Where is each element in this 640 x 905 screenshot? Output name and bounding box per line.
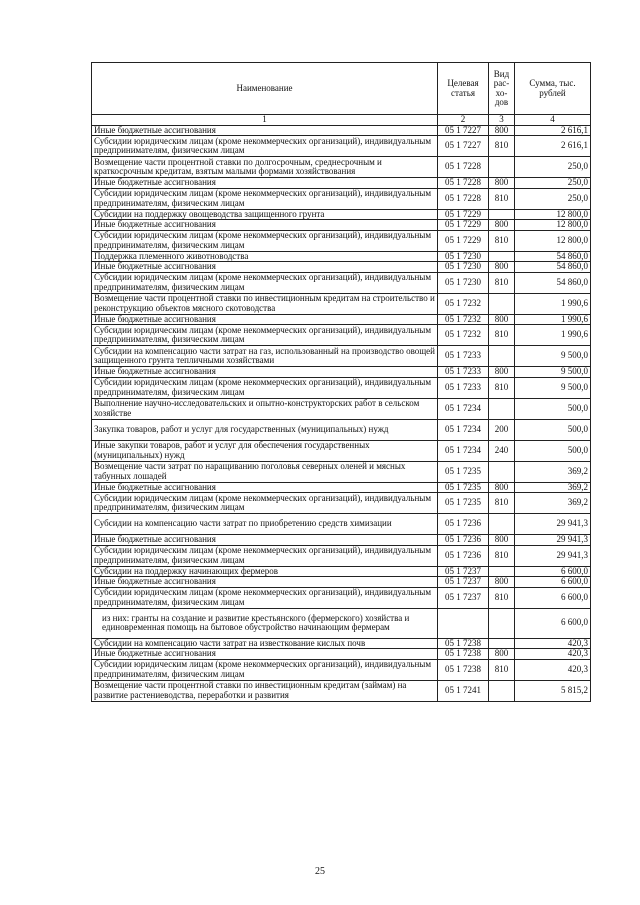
row-stat-cell: 05 1 7230 <box>438 262 489 273</box>
row-name-cell: Субсидии юридическим лицам (кроме некоммерческих организаций), индивидуальным предпринимателям, физическим лицам <box>92 545 438 566</box>
table-row <box>92 545 591 566</box>
column-number-row <box>92 115 591 126</box>
row-name-cell: Возмещение части процентной ставки по инвестиционным кредитам на строительство и реконструкцию объектов мясного скотоводства <box>92 293 438 314</box>
table-row <box>92 220 591 231</box>
row-sum-cell: 369,2 <box>515 461 591 482</box>
budget-table <box>91 62 591 702</box>
table-row <box>92 535 591 546</box>
row-sum-cell: 500,0 <box>515 398 591 419</box>
row-stat-cell: 05 1 7237 <box>438 566 489 577</box>
row-name-cell: Субсидии юридическим лицам (кроме некоммерческих организаций), индивидуальным предпринимателям, физическим лицам <box>92 587 438 608</box>
table-row <box>92 314 591 325</box>
row-stat-cell: 05 1 7232 <box>438 293 489 314</box>
table-row <box>92 680 591 701</box>
row-stat-cell: 05 1 7228 <box>438 178 489 189</box>
column-number: 3 <box>489 115 515 126</box>
row-sum-cell: 1 990,6 <box>515 293 591 314</box>
row-name-cell: Иные бюджетные ассигнования <box>92 535 438 546</box>
row-sum-cell: 6 600,0 <box>515 587 591 608</box>
row-stat-cell: 05 1 7236 <box>438 514 489 535</box>
row-sum-cell: 2 616,1 <box>515 125 591 136</box>
row-vid-cell: 200 <box>489 419 515 440</box>
row-sum-cell: 250,0 <box>515 157 591 178</box>
row-vid-cell <box>489 157 515 178</box>
table-row <box>92 262 591 273</box>
table-row <box>92 209 591 220</box>
table-row <box>92 649 591 660</box>
row-stat-cell: 05 1 7232 <box>438 314 489 325</box>
table-row <box>92 440 591 461</box>
row-name-cell: Субсидии юридическим лицам (кроме некоммерческих организаций), индивидуальным предпринимателям, физическим лицам <box>92 377 438 398</box>
table-row <box>92 230 591 251</box>
row-vid-cell <box>489 293 515 314</box>
row-name-cell: Иные бюджетные ассигнования <box>92 577 438 588</box>
table-row <box>92 514 591 535</box>
row-vid-cell: 800 <box>489 178 515 189</box>
row-vid-cell: 800 <box>489 482 515 493</box>
row-stat-cell <box>438 608 489 638</box>
table-row <box>92 325 591 346</box>
row-name-cell: Субсидии на поддержку начинающих фермеров <box>92 566 438 577</box>
row-sum-cell: 500,0 <box>515 419 591 440</box>
row-vid-cell <box>489 346 515 367</box>
row-stat-cell: 05 1 7234 <box>438 440 489 461</box>
row-stat-cell: 05 1 7233 <box>438 367 489 378</box>
row-stat-cell: 05 1 7227 <box>438 136 489 157</box>
header-stat: Целевая статья <box>438 63 489 115</box>
row-vid-cell: 810 <box>489 136 515 157</box>
row-sum-cell: 29 941,3 <box>515 535 591 546</box>
table-row <box>92 293 591 314</box>
row-name-cell: Субсидии юридическим лицам (кроме некоммерческих организаций), индивидуальным предпринимателям, физическим лицам <box>92 230 438 251</box>
row-stat-cell: 05 1 7237 <box>438 577 489 588</box>
row-name-cell: Возмещение части процентной ставки по долгосрочным, среднесрочным и краткосрочным кредитам, взятым малыми формами хозяйствования <box>92 157 438 178</box>
row-sum-cell: 250,0 <box>515 188 591 209</box>
row-stat-cell: 05 1 7230 <box>438 251 489 262</box>
table-row <box>92 461 591 482</box>
row-stat-cell: 05 1 7229 <box>438 209 489 220</box>
table-row <box>92 157 591 178</box>
row-sum-cell: 369,2 <box>515 482 591 493</box>
row-name-cell: Субсидии юридическим лицам (кроме некоммерческих организаций), индивидуальным предпринимателям, физическим лицам <box>92 188 438 209</box>
table-row <box>92 659 591 680</box>
row-vid-cell <box>489 680 515 701</box>
row-vid-cell <box>489 566 515 577</box>
table-row <box>92 367 591 378</box>
row-vid-cell: 800 <box>489 577 515 588</box>
table-row <box>92 125 591 136</box>
row-stat-cell: 05 1 7237 <box>438 587 489 608</box>
table-row <box>92 482 591 493</box>
column-number: 1 <box>92 115 438 126</box>
row-stat-cell: 05 1 7233 <box>438 346 489 367</box>
header-vid: Вид рас-хо-дов <box>489 63 515 115</box>
table-row <box>92 272 591 293</box>
row-sum-cell: 12 800,0 <box>515 209 591 220</box>
row-name-cell: Иные бюджетные ассигнования <box>92 262 438 273</box>
row-stat-cell: 05 1 7234 <box>438 419 489 440</box>
row-vid-cell <box>489 638 515 649</box>
row-stat-cell: 05 1 7235 <box>438 482 489 493</box>
row-stat-cell: 05 1 7238 <box>438 659 489 680</box>
row-name-cell: Иные закупки товаров, работ и услуг для обеспечения государственных (муниципальных) нужд <box>92 440 438 461</box>
row-stat-cell: 05 1 7233 <box>438 377 489 398</box>
row-sum-cell: 6 600,0 <box>515 608 591 638</box>
row-vid-cell <box>489 514 515 535</box>
row-sum-cell: 54 860,0 <box>515 272 591 293</box>
row-vid-cell: 810 <box>489 493 515 514</box>
row-sum-cell: 1 990,6 <box>515 325 591 346</box>
row-stat-cell: 05 1 7228 <box>438 157 489 178</box>
column-number: 2 <box>438 115 489 126</box>
table-row <box>92 419 591 440</box>
row-stat-cell: 05 1 7229 <box>438 230 489 251</box>
row-name-cell: Субсидии на компенсацию части затрат по приобретению средств химизации <box>92 514 438 535</box>
row-name-cell: Субсидии на компенсацию части затрат на известкование кислых почв <box>92 638 438 649</box>
row-sum-cell: 5 815,2 <box>515 680 591 701</box>
row-name-cell: Иные бюджетные ассигнования <box>92 367 438 378</box>
row-vid-cell <box>489 209 515 220</box>
row-sum-cell: 420,3 <box>515 659 591 680</box>
row-stat-cell: 05 1 7238 <box>438 649 489 660</box>
row-vid-cell: 800 <box>489 649 515 660</box>
row-sum-cell: 500,0 <box>515 440 591 461</box>
row-vid-cell: 810 <box>489 230 515 251</box>
row-vid-cell: 800 <box>489 125 515 136</box>
row-vid-cell: 810 <box>489 545 515 566</box>
row-sum-cell: 2 616,1 <box>515 136 591 157</box>
row-vid-cell <box>489 398 515 419</box>
header-name: Наименование <box>92 63 438 115</box>
row-name-cell: Субсидии на поддержку овощеводства защищенного грунта <box>92 209 438 220</box>
row-name-cell: Поддержка племенного животноводства <box>92 251 438 262</box>
row-stat-cell: 05 1 7236 <box>438 545 489 566</box>
row-sum-cell: 1 990,6 <box>515 314 591 325</box>
row-name-cell: Субсидии юридическим лицам (кроме некоммерческих организаций), индивидуальным предпринимателям, физическим лицам <box>92 493 438 514</box>
column-number: 4 <box>515 115 591 126</box>
row-vid-cell: 800 <box>489 314 515 325</box>
row-name-cell: Субсидии на компенсацию части затрат на газ, использованный на производство овощей защищенного грунта тепличными хозяйствами <box>92 346 438 367</box>
row-stat-cell: 05 1 7230 <box>438 272 489 293</box>
table-row <box>92 346 591 367</box>
row-stat-cell: 05 1 7236 <box>438 535 489 546</box>
row-name-cell: Субсидии юридическим лицам (кроме некоммерческих организаций), индивидуальным предпринимателям, физическим лицам <box>92 325 438 346</box>
header-sum: Сумма, тыс. рублей <box>515 63 591 115</box>
row-name-cell: Субсидии юридическим лицам (кроме некоммерческих организаций), индивидуальным предпринимателям, физическим лицам <box>92 659 438 680</box>
table-row <box>92 136 591 157</box>
page-number: 25 <box>315 866 325 877</box>
row-stat-cell: 05 1 7238 <box>438 638 489 649</box>
row-vid-cell: 800 <box>489 367 515 378</box>
table-row <box>92 577 591 588</box>
row-sum-cell: 9 500,0 <box>515 367 591 378</box>
row-stat-cell: 05 1 7234 <box>438 398 489 419</box>
table-row <box>92 188 591 209</box>
row-stat-cell: 05 1 7229 <box>438 220 489 231</box>
row-stat-cell: 05 1 7235 <box>438 461 489 482</box>
table-row <box>92 178 591 189</box>
row-sum-cell: 54 860,0 <box>515 262 591 273</box>
row-sum-cell: 29 941,3 <box>515 514 591 535</box>
row-stat-cell: 05 1 7228 <box>438 188 489 209</box>
row-name-cell: Выполнение научно-исследовательских и опытно-конструкторских работ в сельском хозяйстве <box>92 398 438 419</box>
row-sum-cell: 54 860,0 <box>515 251 591 262</box>
row-name-cell: Иные бюджетные ассигнования <box>92 649 438 660</box>
row-vid-cell <box>489 461 515 482</box>
row-name-cell: Иные бюджетные ассигнования <box>92 314 438 325</box>
row-vid-cell: 810 <box>489 188 515 209</box>
row-name-cell: из них: гранты на создание и развитие крестьянского (фермерского) хозяйства и единовременная помощь на бытовое обустройство начинающим фермерам <box>92 608 438 638</box>
row-stat-cell: 05 1 7235 <box>438 493 489 514</box>
row-sum-cell: 9 500,0 <box>515 346 591 367</box>
table-row <box>92 587 591 608</box>
row-vid-cell: 810 <box>489 659 515 680</box>
row-vid-cell: 810 <box>489 325 515 346</box>
table-row <box>92 398 591 419</box>
row-sum-cell: 29 941,3 <box>515 545 591 566</box>
row-vid-cell: 800 <box>489 262 515 273</box>
row-vid-cell: 810 <box>489 272 515 293</box>
row-name-cell: Субсидии юридическим лицам (кроме некоммерческих организаций), индивидуальным предпринимателям, физическим лицам <box>92 272 438 293</box>
header-row <box>92 63 591 115</box>
row-sum-cell: 9 500,0 <box>515 377 591 398</box>
row-name-cell: Субсидии юридическим лицам (кроме некоммерческих организаций), индивидуальным предпринимателям, физическим лицам <box>92 136 438 157</box>
table-row <box>92 251 591 262</box>
row-sum-cell: 6 600,0 <box>515 566 591 577</box>
row-vid-cell <box>489 251 515 262</box>
row-sum-cell: 369,2 <box>515 493 591 514</box>
row-vid-cell: 240 <box>489 440 515 461</box>
table-row <box>92 377 591 398</box>
row-name-cell: Иные бюджетные ассигнования <box>92 125 438 136</box>
row-sum-cell: 250,0 <box>515 178 591 189</box>
row-vid-cell: 800 <box>489 220 515 231</box>
row-sum-cell: 420,3 <box>515 638 591 649</box>
table-body <box>92 125 591 701</box>
row-sum-cell: 12 800,0 <box>515 230 591 251</box>
row-stat-cell: 05 1 7232 <box>438 325 489 346</box>
row-name-cell: Возмещение части процентной ставки по инвестиционным кредитам (займам) на развитие растениеводства, переработки и развития <box>92 680 438 701</box>
row-vid-cell: 810 <box>489 377 515 398</box>
row-name-cell: Возмещение части затрат по наращиванию поголовья северных оленей и мясных табунных лошадей <box>92 461 438 482</box>
table-row <box>92 493 591 514</box>
row-stat-cell: 05 1 7241 <box>438 680 489 701</box>
row-name-cell: Иные бюджетные ассигнования <box>92 220 438 231</box>
row-stat-cell: 05 1 7227 <box>438 125 489 136</box>
row-vid-cell: 800 <box>489 535 515 546</box>
row-sum-cell: 420,3 <box>515 649 591 660</box>
row-sum-cell: 6 600,0 <box>515 577 591 588</box>
row-vid-cell <box>489 608 515 638</box>
row-name-cell: Иные бюджетные ассигнования <box>92 178 438 189</box>
row-vid-cell: 810 <box>489 587 515 608</box>
row-name-cell: Закупка товаров, работ и услуг для государственных (муниципальных) нужд <box>92 419 438 440</box>
table-row <box>92 638 591 649</box>
row-sum-cell: 12 800,0 <box>515 220 591 231</box>
table-row <box>92 608 591 638</box>
row-name-cell: Иные бюджетные ассигнования <box>92 482 438 493</box>
table-row <box>92 566 591 577</box>
